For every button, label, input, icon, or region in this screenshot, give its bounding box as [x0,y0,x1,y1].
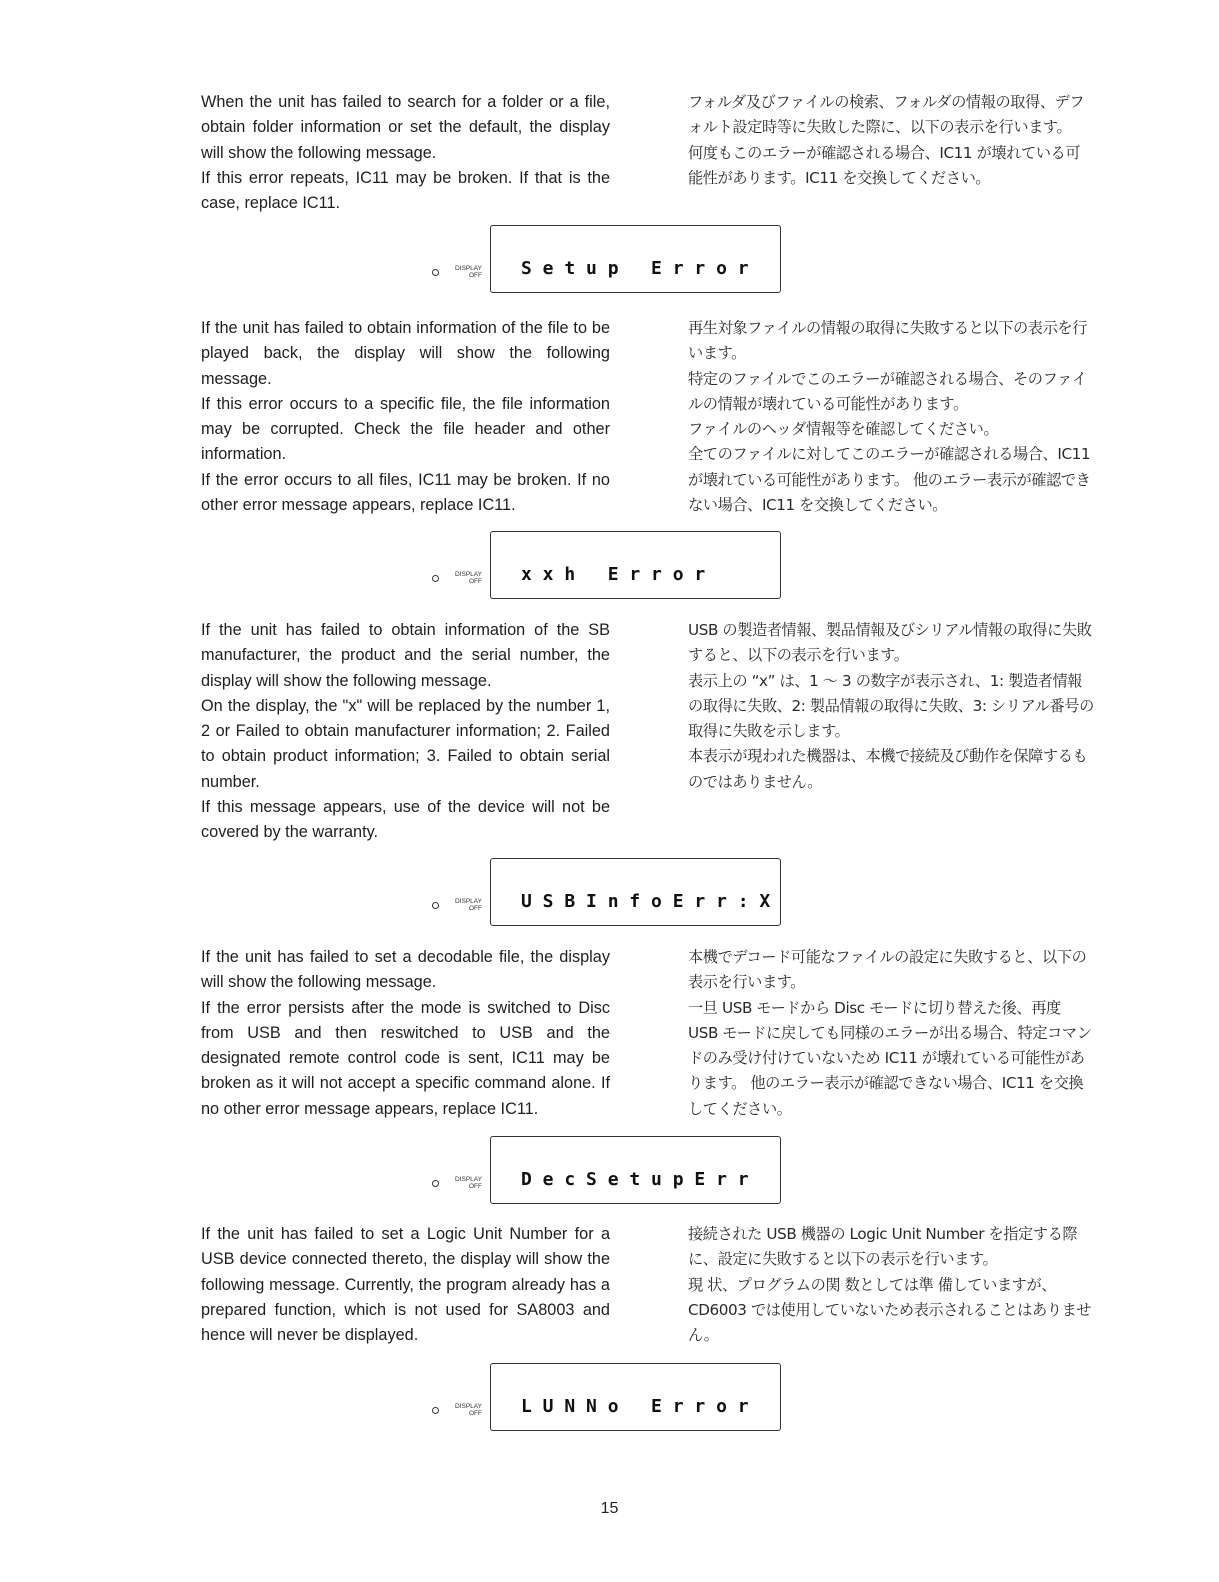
paragraph: If the error persists after the mode is switched to Disc from USB and then reswitched to USB and the designated remote control code is sent, IC11 may be broken as it will not accept a specific command alone. If no other error message appears, replace IC11. [201,998,610,1118]
display-message: U S B I n f o E r r : X [521,891,771,912]
paragraph: On the display, the "x" will be replaced by the number 1, 2 or Failed to obtain manufacturer information; 2. Failed to obtain product information; 3. Failed to obtain serial number. [201,696,610,791]
display-message: L U N N o E r r o r [521,1396,749,1417]
section-4-english [201,945,610,1122]
paragraph: フォルダ及びファイルの検索、フォルダの情報の取得、デフォルト設定時等に失敗した際に、以下の表示を行います。 [688,93,1085,137]
paragraph: 再生対象ファイルの情報の取得に失敗すると以下の表示を行います。 [688,319,1087,363]
paragraph: ファイルのヘッダ情報等を確認してください。 [688,420,999,439]
section-3-japanese [688,618,1094,795]
display-illustration-lunno-error [430,1363,785,1433]
fl-display-panel [490,1136,781,1204]
indicator-dot-icon [432,269,439,276]
section-4-japanese [688,945,1094,1122]
paragraph: 接続された USB 機器の Logic Unit Number を指定する際に、設定に失敗すると以下の表示を行います。 [688,1225,1078,1269]
display-message: D e c S e t u p E r r [521,1169,749,1190]
display-illustration-usbinfo-error [430,858,785,928]
section-1-japanese [688,90,1094,191]
indicator-dot-icon [432,902,439,909]
paragraph: 特定のファイルでこのエラーが確認される場合、そのファイルの情報が壊れている可能性があります。 [688,369,1087,413]
paragraph: When the unit has failed to search for a folder or a file, obtain folder information or set the default, the display will show the following message. [201,93,610,162]
display-off-label: DISPLAY OFF [455,1176,482,1190]
display-off-label: DISPLAY OFF [455,265,482,279]
paragraph: 何度もこのエラーが確認される場合、IC11 が壊れている可能性があります。IC11 を交換してください。 [688,143,1081,187]
display-off-label: DISPLAY OFF [455,898,482,912]
section-1-english [201,90,610,216]
display-illustration-xxh-error [430,531,785,601]
section-5-english [201,1222,610,1348]
paragraph: 本表示が現われた機器は、本機で接続及び動作を保障するものではありません。 [688,747,1088,791]
paragraph: If the unit has failed to set a Logic Unit Number for a USB device connected thereto, the display will show the following message. Currently, the program already has a prepared function, which is not used for SA8003 and hence will never be displayed. [201,1225,610,1345]
paragraph: If the unit has failed to obtain information of the SB manufacturer, the product and the serial number, the display will show the following message. [201,621,610,690]
paragraph: 一旦 USB モードから Disc モードに切り替えた後、再度 USB モードに戻しても同様のエラーが出る場合、特定コマンドのみ受け付けていないため IC11 が壊れている可能性があります。 他のエラー表示が確認できない場合、IC11 を交換してください。 [688,998,1092,1118]
indicator-dot-icon [432,1180,439,1187]
paragraph: 表示上の “x” は、1 ～ 3 の数字が表示され、1: 製造者情報の取得に失敗、2: 製品情報の取得に失敗、3: シリアル番号の取得に失敗を示します。 [688,671,1094,741]
paragraph: If the error occurs to all files, IC11 may be broken. If no other error message appears, replace IC11. [201,470,610,515]
paragraph: USB の製造者情報、製品情報及びシリアル情報の取得に失敗すると、以下の表示を行います。 [688,621,1092,665]
section-5-japanese [688,1222,1094,1348]
fl-display-panel [490,1363,781,1431]
paragraph: If the unit has failed to set a decodable file, the display will show the following message. [201,948,610,992]
section-2-japanese [688,316,1094,518]
section-2-english [201,316,610,518]
display-off-label: DISPLAY OFF [455,571,482,585]
display-message: S e t u p E r r o r [521,258,749,279]
page-number: 15 [600,1500,619,1517]
paragraph: If the unit has failed to obtain information of the file to be played back, the display will show the following message. [201,319,610,388]
paragraph: 現 状、プログラムの関 数としては準 備していますが、CD6003 では使用していないため表示されることはありません。 [688,1275,1092,1345]
section-3-english [201,618,610,846]
fl-display-panel [490,225,781,293]
paragraph: If this message appears, use of the device will not be covered by the warranty. [201,798,610,842]
display-illustration-setup-error [430,225,785,295]
fl-display-panel [490,858,781,926]
paragraph: If this error repeats, IC11 may be broken. If that is the case, replace IC11. [201,168,610,213]
indicator-dot-icon [432,575,439,582]
indicator-dot-icon [432,1407,439,1414]
display-off-label: DISPLAY OFF [455,1403,482,1417]
display-message: x x h E r r o r [521,564,706,585]
paragraph: 本機でデコード可能なファイルの設定に失敗すると、以下の表示を行います。 [688,948,1087,992]
display-illustration-decsetup-error [430,1136,785,1206]
paragraph: If this error occurs to a specific file, the file information may be corrupted. Check the file header and other information. [201,394,610,464]
paragraph: 全てのファイルに対してこのエラーが確認される場合、IC11 が壊れている可能性があります。 他のエラー表示が確認できない場合、IC11 を交換してください。 [688,445,1091,515]
fl-display-panel [490,531,781,599]
